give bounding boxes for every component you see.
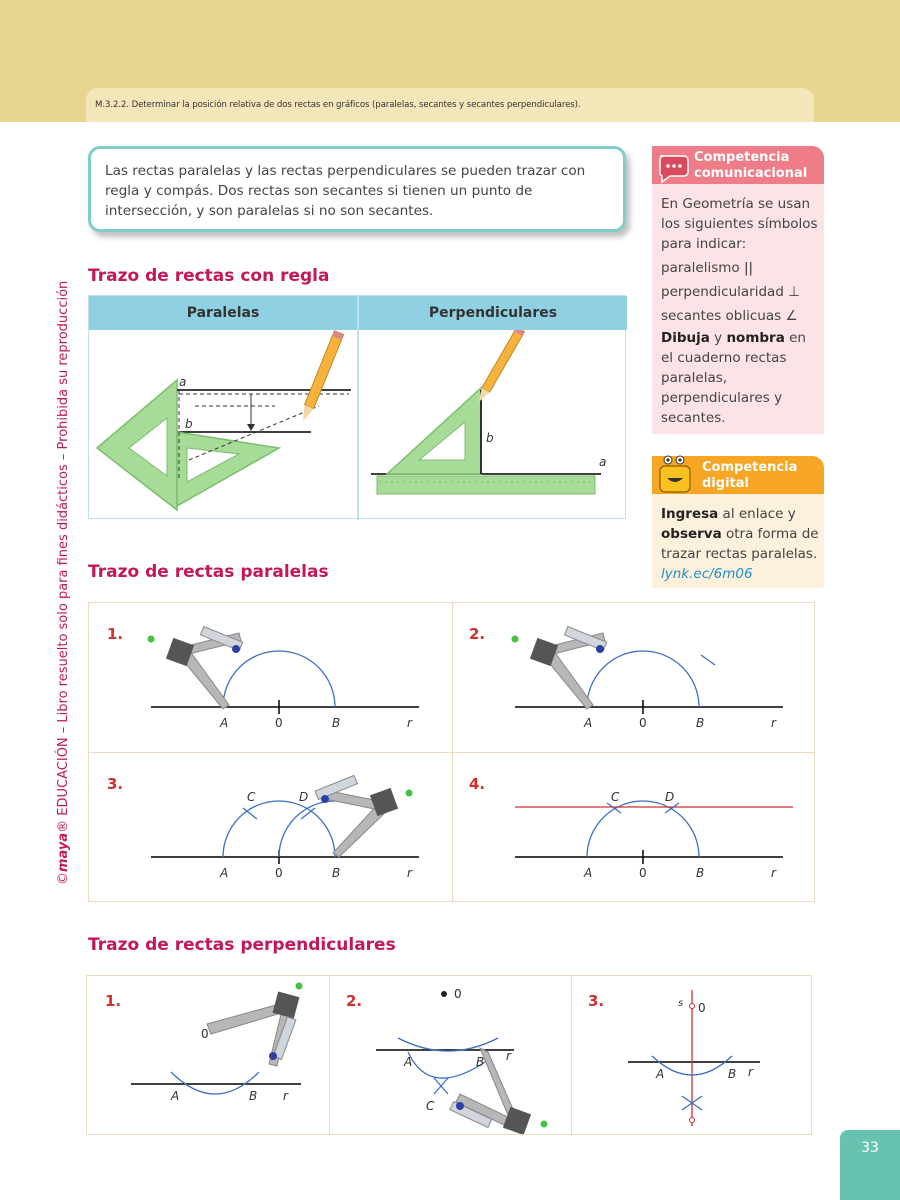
comm-body xyxy=(661,194,821,428)
section-title-ruler: Trazo de rectas con regla xyxy=(88,266,330,286)
digital-header xyxy=(652,456,824,494)
svg-text:0: 0 xyxy=(639,866,647,880)
svg-text:A: A xyxy=(656,1067,665,1081)
robot-icon xyxy=(654,452,698,496)
parallel-step-1 xyxy=(89,603,452,752)
svg-text:D: D xyxy=(665,790,675,804)
label-a-parallel: a xyxy=(179,375,187,389)
comm-activity: Dibuja y nombra en el cuaderno rectas paralelas, perpendiculares y secantes. xyxy=(661,330,806,426)
digital-body: Ingresa al enlace y observa otra forma de trazar rectas paralelas. lynk.ec/6m06 xyxy=(661,506,819,582)
perpendicular-steps-grid xyxy=(86,975,812,1135)
step-drawing xyxy=(330,976,571,1134)
svg-text:C: C xyxy=(611,790,620,804)
svg-text:r: r xyxy=(771,866,776,880)
digital-link[interactable]: lynk.ec/6m06 xyxy=(661,566,753,582)
svg-text:A: A xyxy=(220,716,229,730)
svg-text:B: B xyxy=(696,866,705,880)
svg-text:r: r xyxy=(771,716,776,730)
section-title-parallel: Trazo de rectas paralelas xyxy=(88,562,329,582)
step-number: 2. xyxy=(346,992,363,1010)
parallel-step-2 xyxy=(453,603,815,752)
step-drawing xyxy=(89,603,452,752)
svg-text:A: A xyxy=(171,1089,180,1103)
svg-text:r: r xyxy=(407,866,412,880)
svg-text:A: A xyxy=(584,716,593,730)
svg-text:s: s xyxy=(678,998,684,1009)
svg-text:B: B xyxy=(249,1089,258,1103)
perpendicular-ruler-drawing xyxy=(371,330,606,494)
svg-text:A: A xyxy=(220,866,229,880)
perp-step-2 xyxy=(330,976,571,1134)
svg-text:0: 0 xyxy=(698,1001,706,1015)
compass-icon xyxy=(315,775,412,857)
step-drawing xyxy=(89,753,452,901)
page-number: 33 xyxy=(840,1130,900,1200)
svg-text:r: r xyxy=(283,1089,288,1103)
symbol-parallel: paralelismo || xyxy=(661,260,754,276)
compass-icon xyxy=(207,983,303,1067)
svg-text:r: r xyxy=(506,1049,511,1063)
svg-text:A: A xyxy=(404,1055,413,1069)
comm-header xyxy=(652,146,824,184)
svg-text:0: 0 xyxy=(639,716,647,730)
step-number: 2. xyxy=(469,625,486,643)
perp-step-3 xyxy=(572,976,811,1134)
compass-icon xyxy=(148,627,243,709)
step-number: 4. xyxy=(469,775,486,793)
compass-icon xyxy=(512,627,607,709)
svg-text:A: A xyxy=(584,866,593,880)
symbol-perpendicular: perpendicularidad ⊥ xyxy=(661,284,800,300)
label-b-perp: b xyxy=(486,431,494,445)
parallel-step-4 xyxy=(453,753,815,901)
svg-text:0: 0 xyxy=(201,1027,209,1041)
parallel-ruler-drawing xyxy=(97,331,351,510)
step-number: 3. xyxy=(588,992,605,1010)
svg-text:B: B xyxy=(476,1055,485,1069)
svg-text:C: C xyxy=(247,790,256,804)
sidebar-copyright: ©maya® EDUCACIÓN – Libro resuelto solo para fines didácticos – Prohibida su reproducción xyxy=(56,280,71,885)
svg-text:r: r xyxy=(748,1065,753,1079)
ruler-table xyxy=(88,295,626,519)
perp-step-1 xyxy=(87,976,329,1134)
svg-text:B: B xyxy=(696,716,705,730)
svg-text:0: 0 xyxy=(275,866,283,880)
speech-bubble-icon xyxy=(656,148,692,184)
ruler-illustrations xyxy=(89,330,625,518)
parallel-step-3 xyxy=(89,753,452,901)
step-number: 1. xyxy=(105,992,122,1010)
digital-title-1: Competencia xyxy=(702,460,798,475)
svg-text:D: D xyxy=(299,790,309,804)
col-header-paralelas: Paralelas xyxy=(89,296,357,330)
svg-text:r: r xyxy=(407,716,412,730)
step-drawing xyxy=(453,753,815,901)
comm-title-2: comunicacional xyxy=(694,166,808,181)
compass-icon xyxy=(450,1048,548,1134)
col-header-perpendiculares: Perpendiculares xyxy=(359,296,627,330)
comm-intro-line: En Geometría se usan los siguientes símbolos para indicar: xyxy=(661,196,818,252)
step-number: 3. xyxy=(107,775,124,793)
competencia-digital-box xyxy=(652,456,824,588)
label-a-perp: a xyxy=(599,455,607,469)
svg-text:0: 0 xyxy=(454,987,462,1001)
comm-title-1: Competencia xyxy=(694,150,790,165)
step-drawing xyxy=(87,976,329,1134)
parallel-steps-grid xyxy=(88,602,815,902)
curriculum-standard: M.3.2.2. Determinar la posición relativa de dos rectas en gráficos (paralelas, secantes y secantes perpendiculares). xyxy=(86,88,814,122)
intro-box: Las rectas paralelas y las rectas perpendiculares se pueden trazar con regla y compás. Dos rectas son secantes si tienen un punto de intersección, y son paralelas si no son secantes. xyxy=(88,146,626,232)
label-b-parallel: b xyxy=(185,417,193,431)
svg-text:B: B xyxy=(332,866,341,880)
digital-title-2: digital xyxy=(702,476,749,491)
svg-text:B: B xyxy=(332,716,341,730)
section-title-perpendicular: Trazo de rectas perpendiculares xyxy=(88,935,396,955)
step-number: 1. xyxy=(107,625,124,643)
symbol-oblique: secantes oblicuas ∠ xyxy=(661,308,798,324)
competencia-comunicacional-box xyxy=(652,146,824,434)
step-drawing xyxy=(572,976,811,1134)
svg-text:C: C xyxy=(426,1099,435,1113)
step-drawing xyxy=(453,603,815,752)
svg-text:B: B xyxy=(728,1067,737,1081)
svg-text:0: 0 xyxy=(275,716,283,730)
